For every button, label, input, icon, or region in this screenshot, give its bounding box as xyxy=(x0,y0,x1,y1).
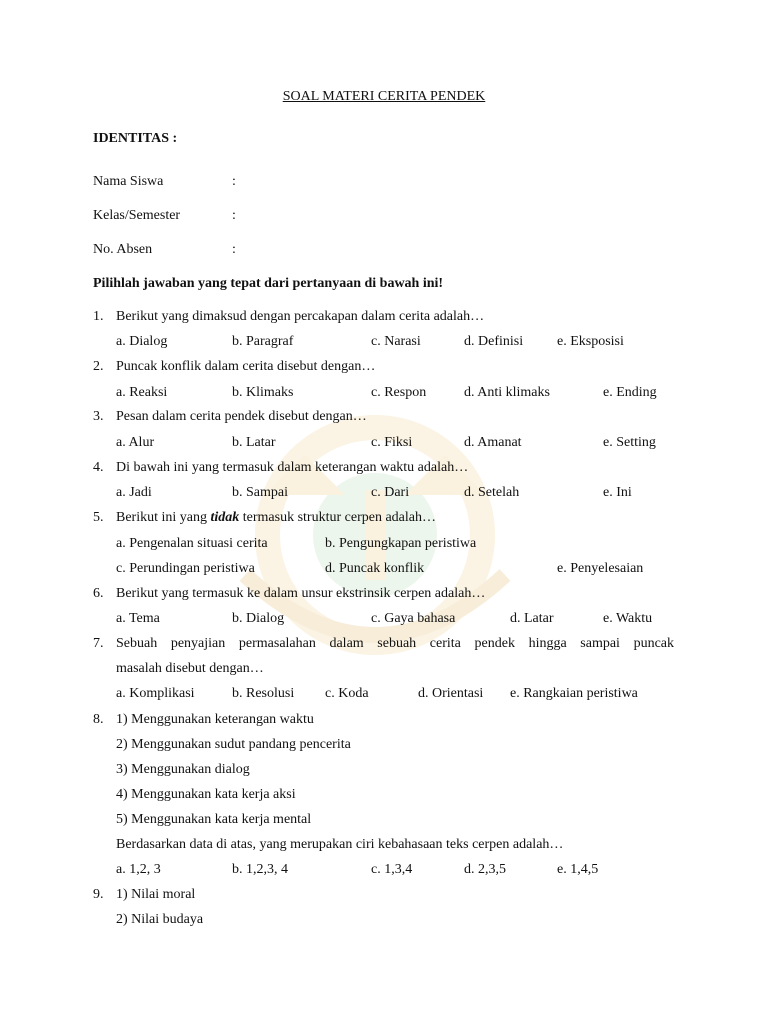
option: a. Dialog xyxy=(116,334,168,349)
option: a. 1,2, 3 xyxy=(116,862,161,877)
question-text-line1: Sebuah penyajian permasalahan dalam sebuah cerita pendek hingga sampai puncak xyxy=(116,636,674,651)
option: d. 2,3,5 xyxy=(464,862,506,877)
option: e. Rangkaian peristiwa xyxy=(510,686,638,701)
statement: 3) Menggunakan dialog xyxy=(116,762,250,777)
question-text-before: Berikut ini yang xyxy=(116,510,211,525)
option: b. 1,2,3, 4 xyxy=(232,862,288,877)
option: e. Ini xyxy=(603,485,632,500)
question-text: Di bawah ini yang termasuk dalam keterangan waktu adalah… xyxy=(116,460,469,475)
statement: 1) Menggunakan keterangan waktu xyxy=(116,712,314,727)
option: b. Dialog xyxy=(232,611,285,626)
option: b. Resolusi xyxy=(232,686,295,701)
question-text: Pesan dalam cerita pendek disebut dengan… xyxy=(116,409,367,424)
option: b. Klimaks xyxy=(232,385,294,400)
question-number: 4. xyxy=(93,460,104,475)
option: c. Koda xyxy=(325,686,369,701)
field-label-kelas: Kelas/Semester xyxy=(93,208,181,223)
option: a. Tema xyxy=(116,611,160,626)
question-number: 9. xyxy=(93,887,104,902)
question-text-emphasis: tidak xyxy=(210,510,240,525)
option: e. Waktu xyxy=(603,611,653,626)
option: a. Pengenalan situasi cerita xyxy=(116,536,268,551)
option: a. Jadi xyxy=(116,485,152,500)
option: c. Narasi xyxy=(371,334,421,349)
option: d. Setelah xyxy=(464,485,520,500)
option: d. Puncak konflik xyxy=(325,561,425,576)
option: e. Eksposisi xyxy=(557,334,624,349)
document-title: SOAL MATERI CERITA PENDEK xyxy=(282,89,486,104)
option: b. Pengungkapan peristiwa xyxy=(325,536,477,551)
question-text-after: termasuk struktur cerpen adalah… xyxy=(239,510,436,525)
option: a. Alur xyxy=(116,435,155,450)
option: e. 1,4,5 xyxy=(557,862,599,877)
statement: 1) Nilai moral xyxy=(116,887,196,902)
option: a. Reaksi xyxy=(116,385,168,400)
question-number: 5. xyxy=(93,510,104,525)
question-number: 7. xyxy=(93,636,104,651)
option: b. Sampai xyxy=(232,485,288,500)
statement: 5) Menggunakan kata kerja mental xyxy=(116,812,312,827)
question-text xyxy=(116,509,436,526)
statement: 4) Menggunakan kata kerja aksi xyxy=(116,787,296,802)
question-text: Berikut yang dimaksud dengan percakapan dalam cerita adalah… xyxy=(116,309,485,324)
option: c. Dari xyxy=(371,485,410,500)
option: c. Gaya bahasa xyxy=(371,611,456,626)
question-text: Puncak konflik dalam cerita disebut dengan… xyxy=(116,359,376,374)
option: c. 1,3,4 xyxy=(371,862,413,877)
question-number: 6. xyxy=(93,586,104,601)
option: e. Penyelesaian xyxy=(557,561,644,576)
option: d. Latar xyxy=(510,611,554,626)
field-colon-nama: : xyxy=(232,174,236,189)
field-label-absen: No. Absen xyxy=(93,242,153,257)
question-text-line2: masalah disebut dengan… xyxy=(116,661,264,676)
option: c. Fiksi xyxy=(371,435,413,450)
option: d. Orientasi xyxy=(418,686,484,701)
question-text: Berdasarkan data di atas, yang merupakan ciri kebahasaan teks cerpen adalah… xyxy=(116,837,564,852)
field-colon-absen: : xyxy=(232,242,236,257)
question-text: Berikut yang termasuk ke dalam unsur ekstrinsik cerpen adalah… xyxy=(116,586,486,601)
statement: 2) Menggunakan sudut pandang pencerita xyxy=(116,737,351,752)
field-label-nama: Nama Siswa xyxy=(93,174,164,189)
option: b. Latar xyxy=(232,435,276,450)
question-number: 8. xyxy=(93,712,104,727)
option: d. Definisi xyxy=(464,334,524,349)
question-number: 2. xyxy=(93,359,104,374)
question-number: 3. xyxy=(93,409,104,424)
statement: 2) Nilai budaya xyxy=(116,912,204,927)
question-number: 1. xyxy=(93,309,104,324)
option: d. Amanat xyxy=(464,435,522,450)
option: c. Perundingan peristiwa xyxy=(116,561,255,576)
field-colon-kelas: : xyxy=(232,208,236,223)
instruction: Pilihlah jawaban yang tepat dari pertanyaan di bawah ini! xyxy=(93,276,444,291)
option: a. Komplikasi xyxy=(116,686,195,701)
option: b. Paragraf xyxy=(232,334,294,349)
option: e. Setting xyxy=(603,435,656,450)
option: d. Anti klimaks xyxy=(464,385,550,400)
option: e. Ending xyxy=(603,385,657,400)
identitas-heading: IDENTITAS : xyxy=(93,131,178,146)
option: c. Respon xyxy=(371,385,427,400)
